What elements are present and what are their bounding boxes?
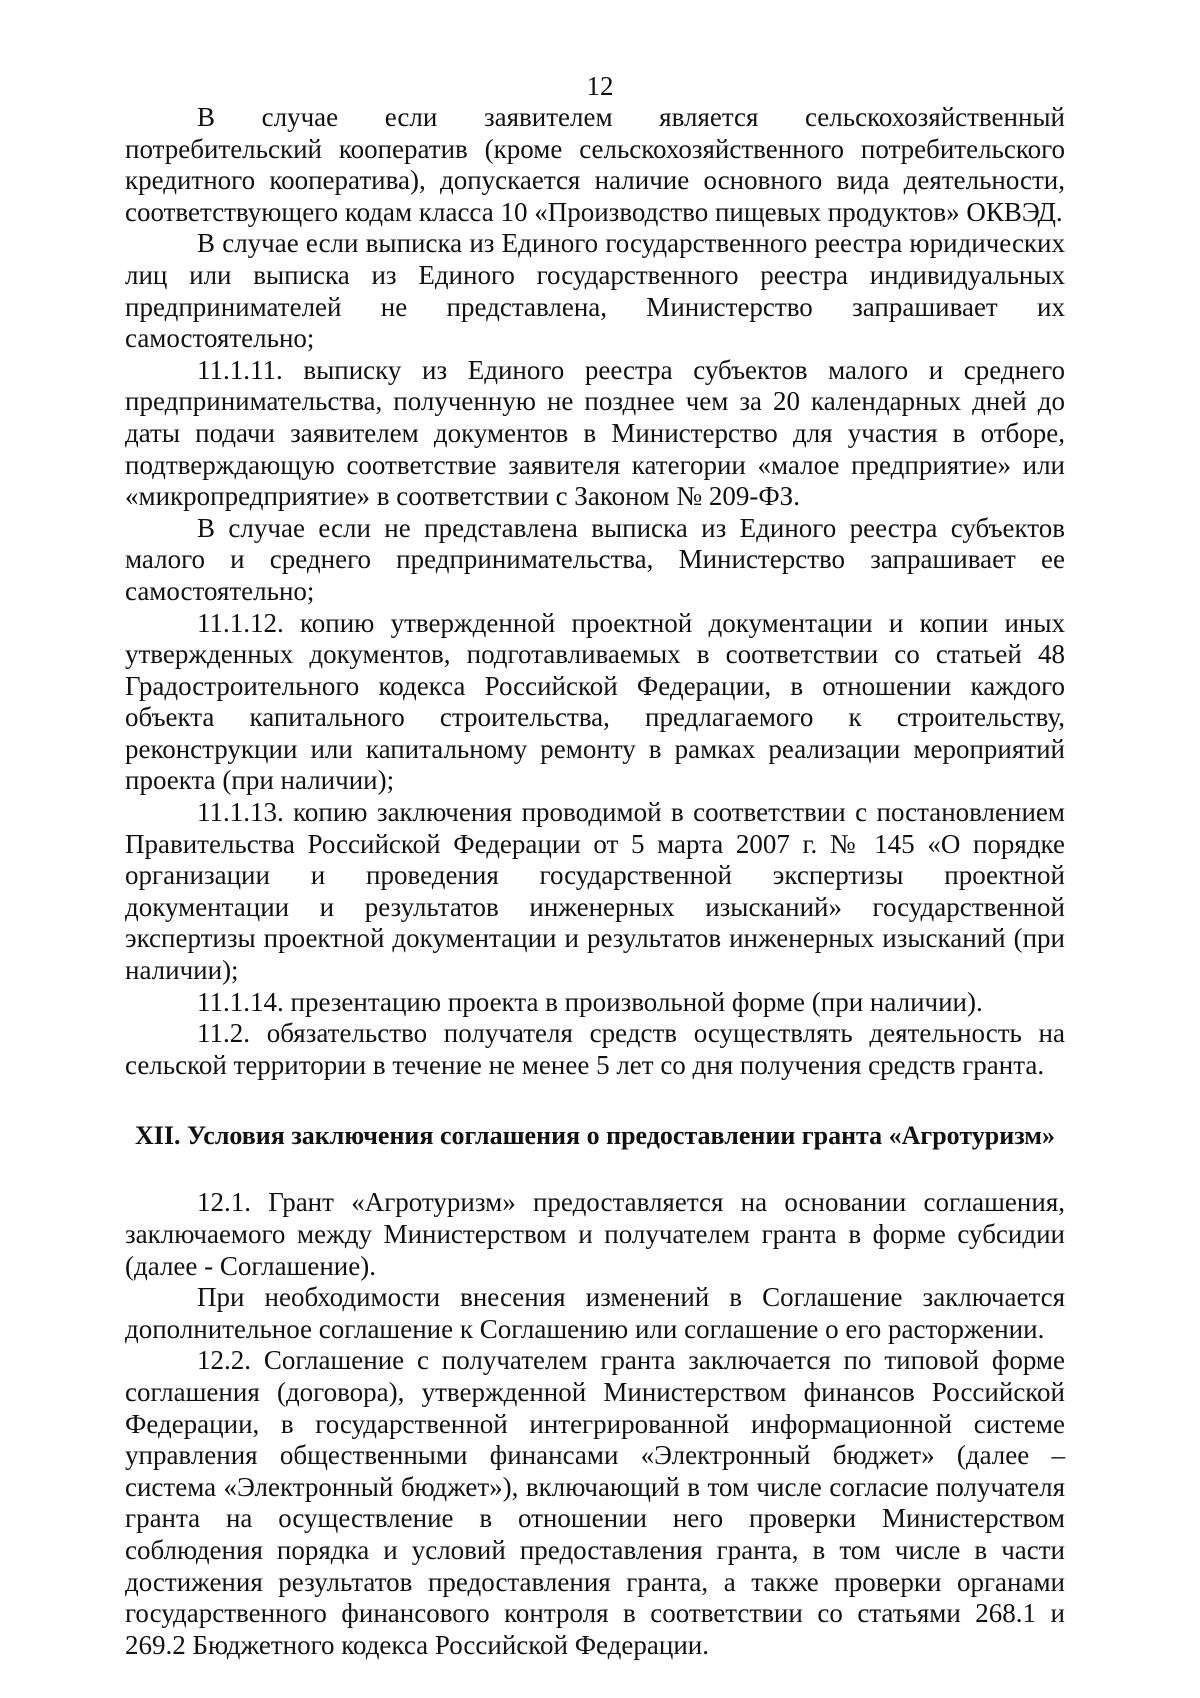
paragraph: 11.1.12. копию утвержденной проектной документации и копии иных утвержденных документов, подготавливаемых в соответствии со статьей 48 Градостроительного кодекса Российской Федерации, в отношении каждого объекта капитального строительства, предлагаемого к строительству, реконструкции или капитальному ремонту в рамках реализации мероприятий проекта (при наличии); xyxy=(125,607,1065,796)
paragraph: 11.1.13. копию заключения проводимой в соответствии с постановлением Правительства Российской Федерации от 5 марта 2007 г. № 145 «О порядке организации и проведения государственной экспертизы проектной документации и результатов инженерных изысканий» государственной экспертизы проектной документации и результатов инженерных изысканий (при наличии); xyxy=(125,797,1065,986)
paragraph: 12.2. Соглашение с получателем гранта заключается по типовой форме соглашения (договора), утвержденной Министерством финансов Российской Федерации, в государственной интегрированной информационной системе управления общественными финансами «Электронный бюджет» (далее – система «Электронный бюджет»), включающий в том числе согласие получателя гранта на осуществление в отношении него проверки Министерством соблюдения порядка и условий предоставления гранта, в том числе в части достижения результатов предоставления гранта, а также проверки органами государственного финансового контроля в соответствии со статьями 268.1 и 269.2 Бюджетного кодекса Российской Федерации. xyxy=(125,1345,1065,1660)
document-body xyxy=(125,102,1065,1661)
page-number: 12 xyxy=(586,71,614,101)
paragraph: 12.1. Грант «Агротуризм» предоставляется на основании соглашения, заключаемого между Министерством и получателем гранта в форме субсидии (далее - Соглашение). xyxy=(125,1187,1065,1281)
paragraph: 11.1.14. презентацию проекта в произвольной форме (при наличии). xyxy=(197,986,983,1017)
paragraph: В случае если выписка из Единого государственного реестра юридических лиц или выписка из Единого государственного реестра индивидуальных предпринимателей не представлена, Министерство запрашивает их самостоятельно; xyxy=(125,228,1065,354)
section-heading: XII. Условия заключения соглашения о предоставлении гранта «Агротуризм» xyxy=(135,1121,1055,1151)
paragraph: В случае если заявителем является сельскохозяйственный потребительский кооператив (кроме сельскохозяйственного потребительского кредитного кооператива), допускается наличие основного вида деятельности, соответствующего кодам класса 10 «Производство пищевых продуктов» ОКВЭД. xyxy=(125,102,1065,227)
paragraph: 11.1.11. выписку из Единого реестра субъектов малого и среднего предпринимательства, полученную не позднее чем за 20 календарных дней до даты подачи заявителем документов в Министерство для участия в отборе, подтверждающую соответствие заявителя категории «малое предприятие» или «микропредприятие» в соответствии с Законом № 209-ФЗ. xyxy=(125,354,1065,512)
paragraph: В случае если не представлена выписка из Единого реестра субъектов малого и среднего предпринимательства, Министерство запрашивает ее самостоятельно; xyxy=(125,512,1065,606)
paragraph: 11.2. обязательство получателя средств осуществлять деятельность на сельской территории в течение не менее 5 лет со дня получения средств гранта. xyxy=(125,1018,1065,1080)
paragraph: При необходимости внесения изменений в Соглашение заключается дополнительное соглашение к Соглашению или соглашение о его расторжении. xyxy=(125,1282,1065,1344)
